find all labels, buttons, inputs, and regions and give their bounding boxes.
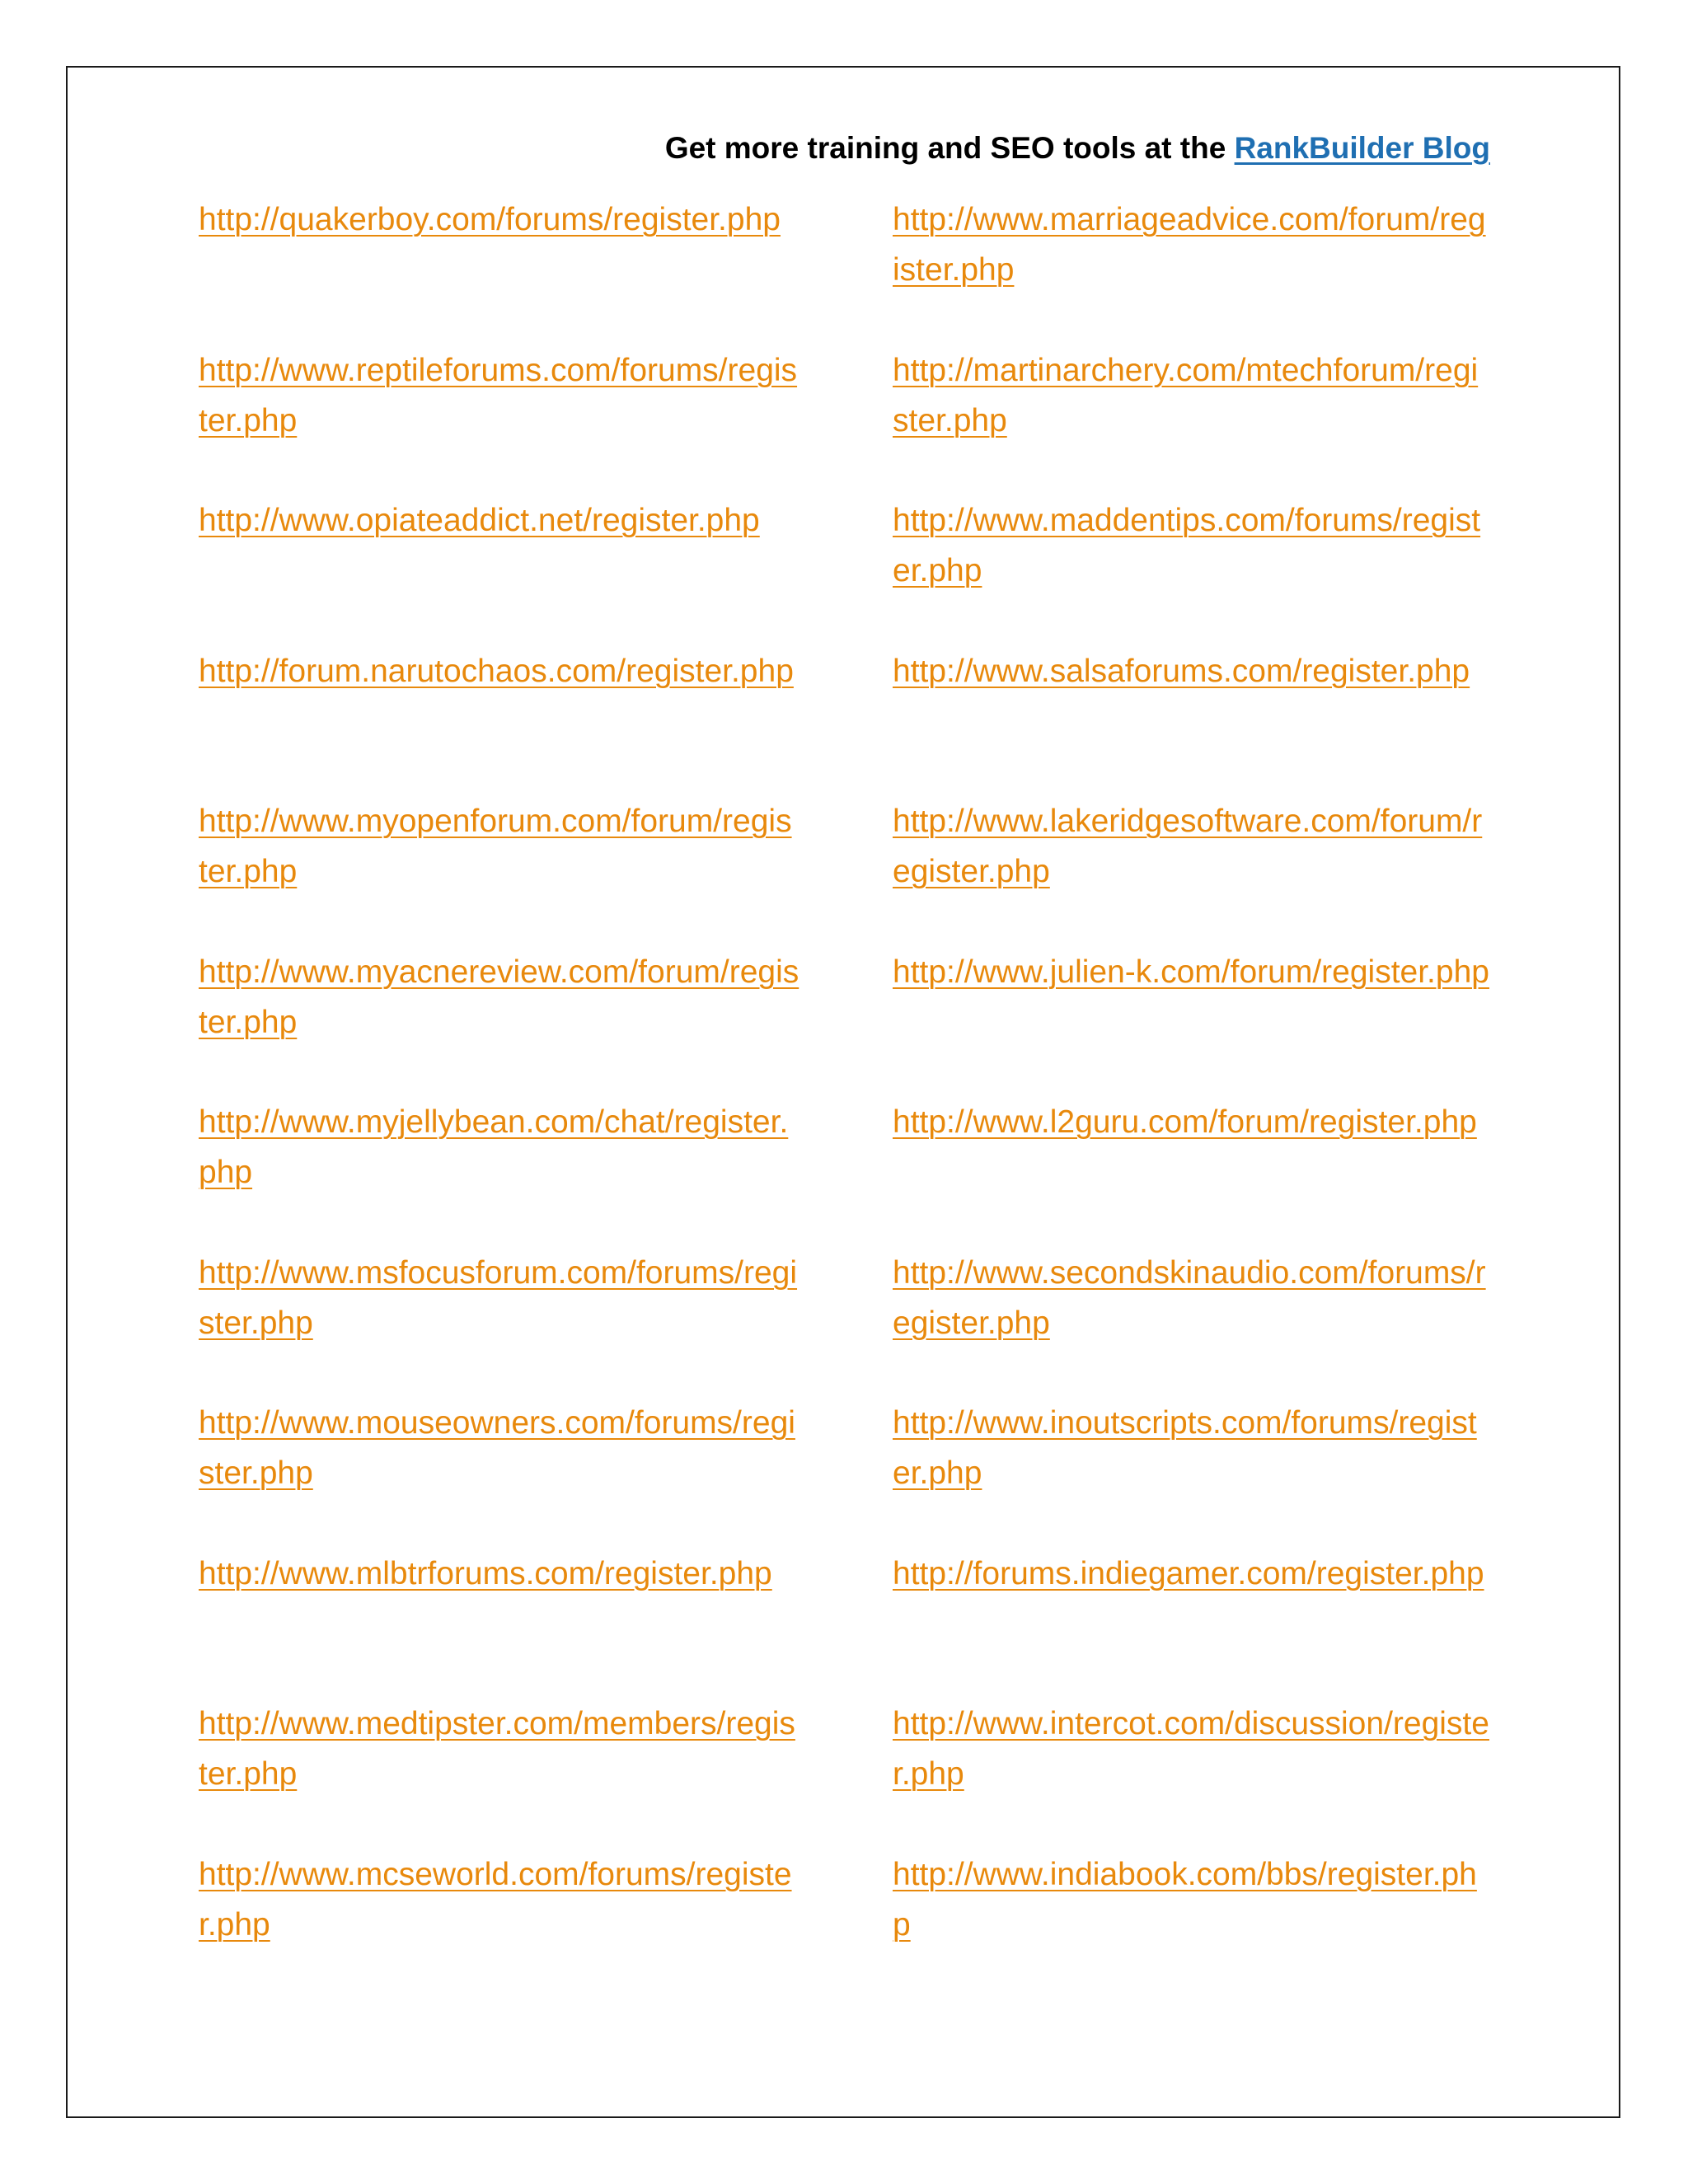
forum-register-link[interactable]: http://www.medtipster.com/members/register.php bbox=[199, 1706, 795, 1792]
list-item bbox=[199, 1097, 893, 1248]
forum-register-link[interactable]: http://www.mlbtrforums.com/register.php bbox=[199, 1555, 772, 1591]
forum-register-link[interactable]: http://www.intercot.com/discussion/register.php bbox=[893, 1706, 1489, 1792]
list-item bbox=[893, 1097, 1493, 1248]
list-item bbox=[893, 495, 1493, 646]
list-item bbox=[893, 646, 1493, 797]
list-item bbox=[893, 1699, 1493, 1849]
forum-register-link[interactable]: http://www.marriageadvice.com/forum/register.php bbox=[893, 202, 1486, 288]
forum-register-link[interactable]: http://www.myjellybean.com/chat/register.php bbox=[199, 1104, 789, 1190]
forum-register-link[interactable]: http://www.inoutscripts.com/forums/register.php bbox=[893, 1405, 1477, 1491]
forum-register-link[interactable]: http://www.lakeridgesoftware.com/forum/register.php bbox=[893, 804, 1483, 889]
forum-register-link[interactable]: http://www.myacnereview.com/forum/register.php bbox=[199, 954, 799, 1040]
forum-links-list bbox=[199, 194, 1493, 1999]
rankbuilder-blog-link[interactable]: RankBuilder Blog bbox=[1234, 131, 1490, 165]
list-item bbox=[199, 947, 893, 1098]
list-item bbox=[893, 1549, 1493, 1699]
list-item bbox=[199, 1849, 893, 2000]
list-item bbox=[893, 1248, 1493, 1399]
forum-register-link[interactable]: http://www.myopenforum.com/forum/register.php bbox=[199, 804, 792, 889]
list-item bbox=[199, 1549, 893, 1699]
page-header bbox=[665, 125, 1490, 171]
forum-register-link[interactable]: http://forum.narutochaos.com/register.php bbox=[199, 653, 794, 689]
list-item bbox=[199, 1398, 893, 1549]
list-item bbox=[893, 1398, 1493, 1549]
list-item bbox=[893, 796, 1493, 947]
forum-register-link[interactable]: http://www.l2guru.com/forum/register.php bbox=[893, 1104, 1477, 1140]
forum-register-link[interactable]: http://www.indiabook.com/bbs/register.php bbox=[893, 1856, 1477, 1943]
forum-register-link[interactable]: http://www.opiateaddict.net/register.php bbox=[199, 503, 760, 538]
forum-register-link[interactable]: http://www.msfocusforum.com/forums/register.php bbox=[199, 1254, 798, 1341]
list-item bbox=[199, 194, 893, 345]
forum-register-link[interactable]: http://www.mouseowners.com/forums/register.php bbox=[199, 1405, 795, 1491]
list-item bbox=[199, 1699, 893, 1849]
header-text: Get more training and SEO tools at the bbox=[664, 131, 1235, 165]
list-item bbox=[199, 646, 893, 797]
forum-register-link[interactable]: http://www.maddentips.com/forums/register.php bbox=[893, 503, 1481, 588]
forum-register-link[interactable]: http://www.secondskinaudio.com/forums/register.php bbox=[893, 1254, 1486, 1341]
list-item bbox=[199, 796, 893, 947]
forum-register-link[interactable]: http://quakerboy.com/forums/register.php bbox=[199, 202, 781, 237]
forum-register-link[interactable]: http://www.mcseworld.com/forums/register.php bbox=[199, 1856, 792, 1943]
list-item bbox=[893, 345, 1493, 496]
list-item bbox=[893, 194, 1493, 345]
list-item bbox=[199, 345, 893, 496]
forum-register-link[interactable]: http://martinarchery.com/mtechforum/register.php bbox=[893, 352, 1479, 438]
forum-register-link[interactable]: http://www.salsaforums.com/register.php bbox=[893, 653, 1470, 689]
list-item bbox=[893, 947, 1493, 1098]
list-item bbox=[893, 1849, 1493, 2000]
list-item bbox=[199, 495, 893, 646]
forum-register-link[interactable]: http://www.julien-k.com/forum/register.php bbox=[893, 954, 1489, 990]
forum-register-link[interactable]: http://www.reptileforums.com/forums/register.php bbox=[199, 352, 798, 438]
forum-register-link[interactable]: http://forums.indiegamer.com/register.php bbox=[893, 1555, 1484, 1591]
list-item bbox=[199, 1248, 893, 1399]
